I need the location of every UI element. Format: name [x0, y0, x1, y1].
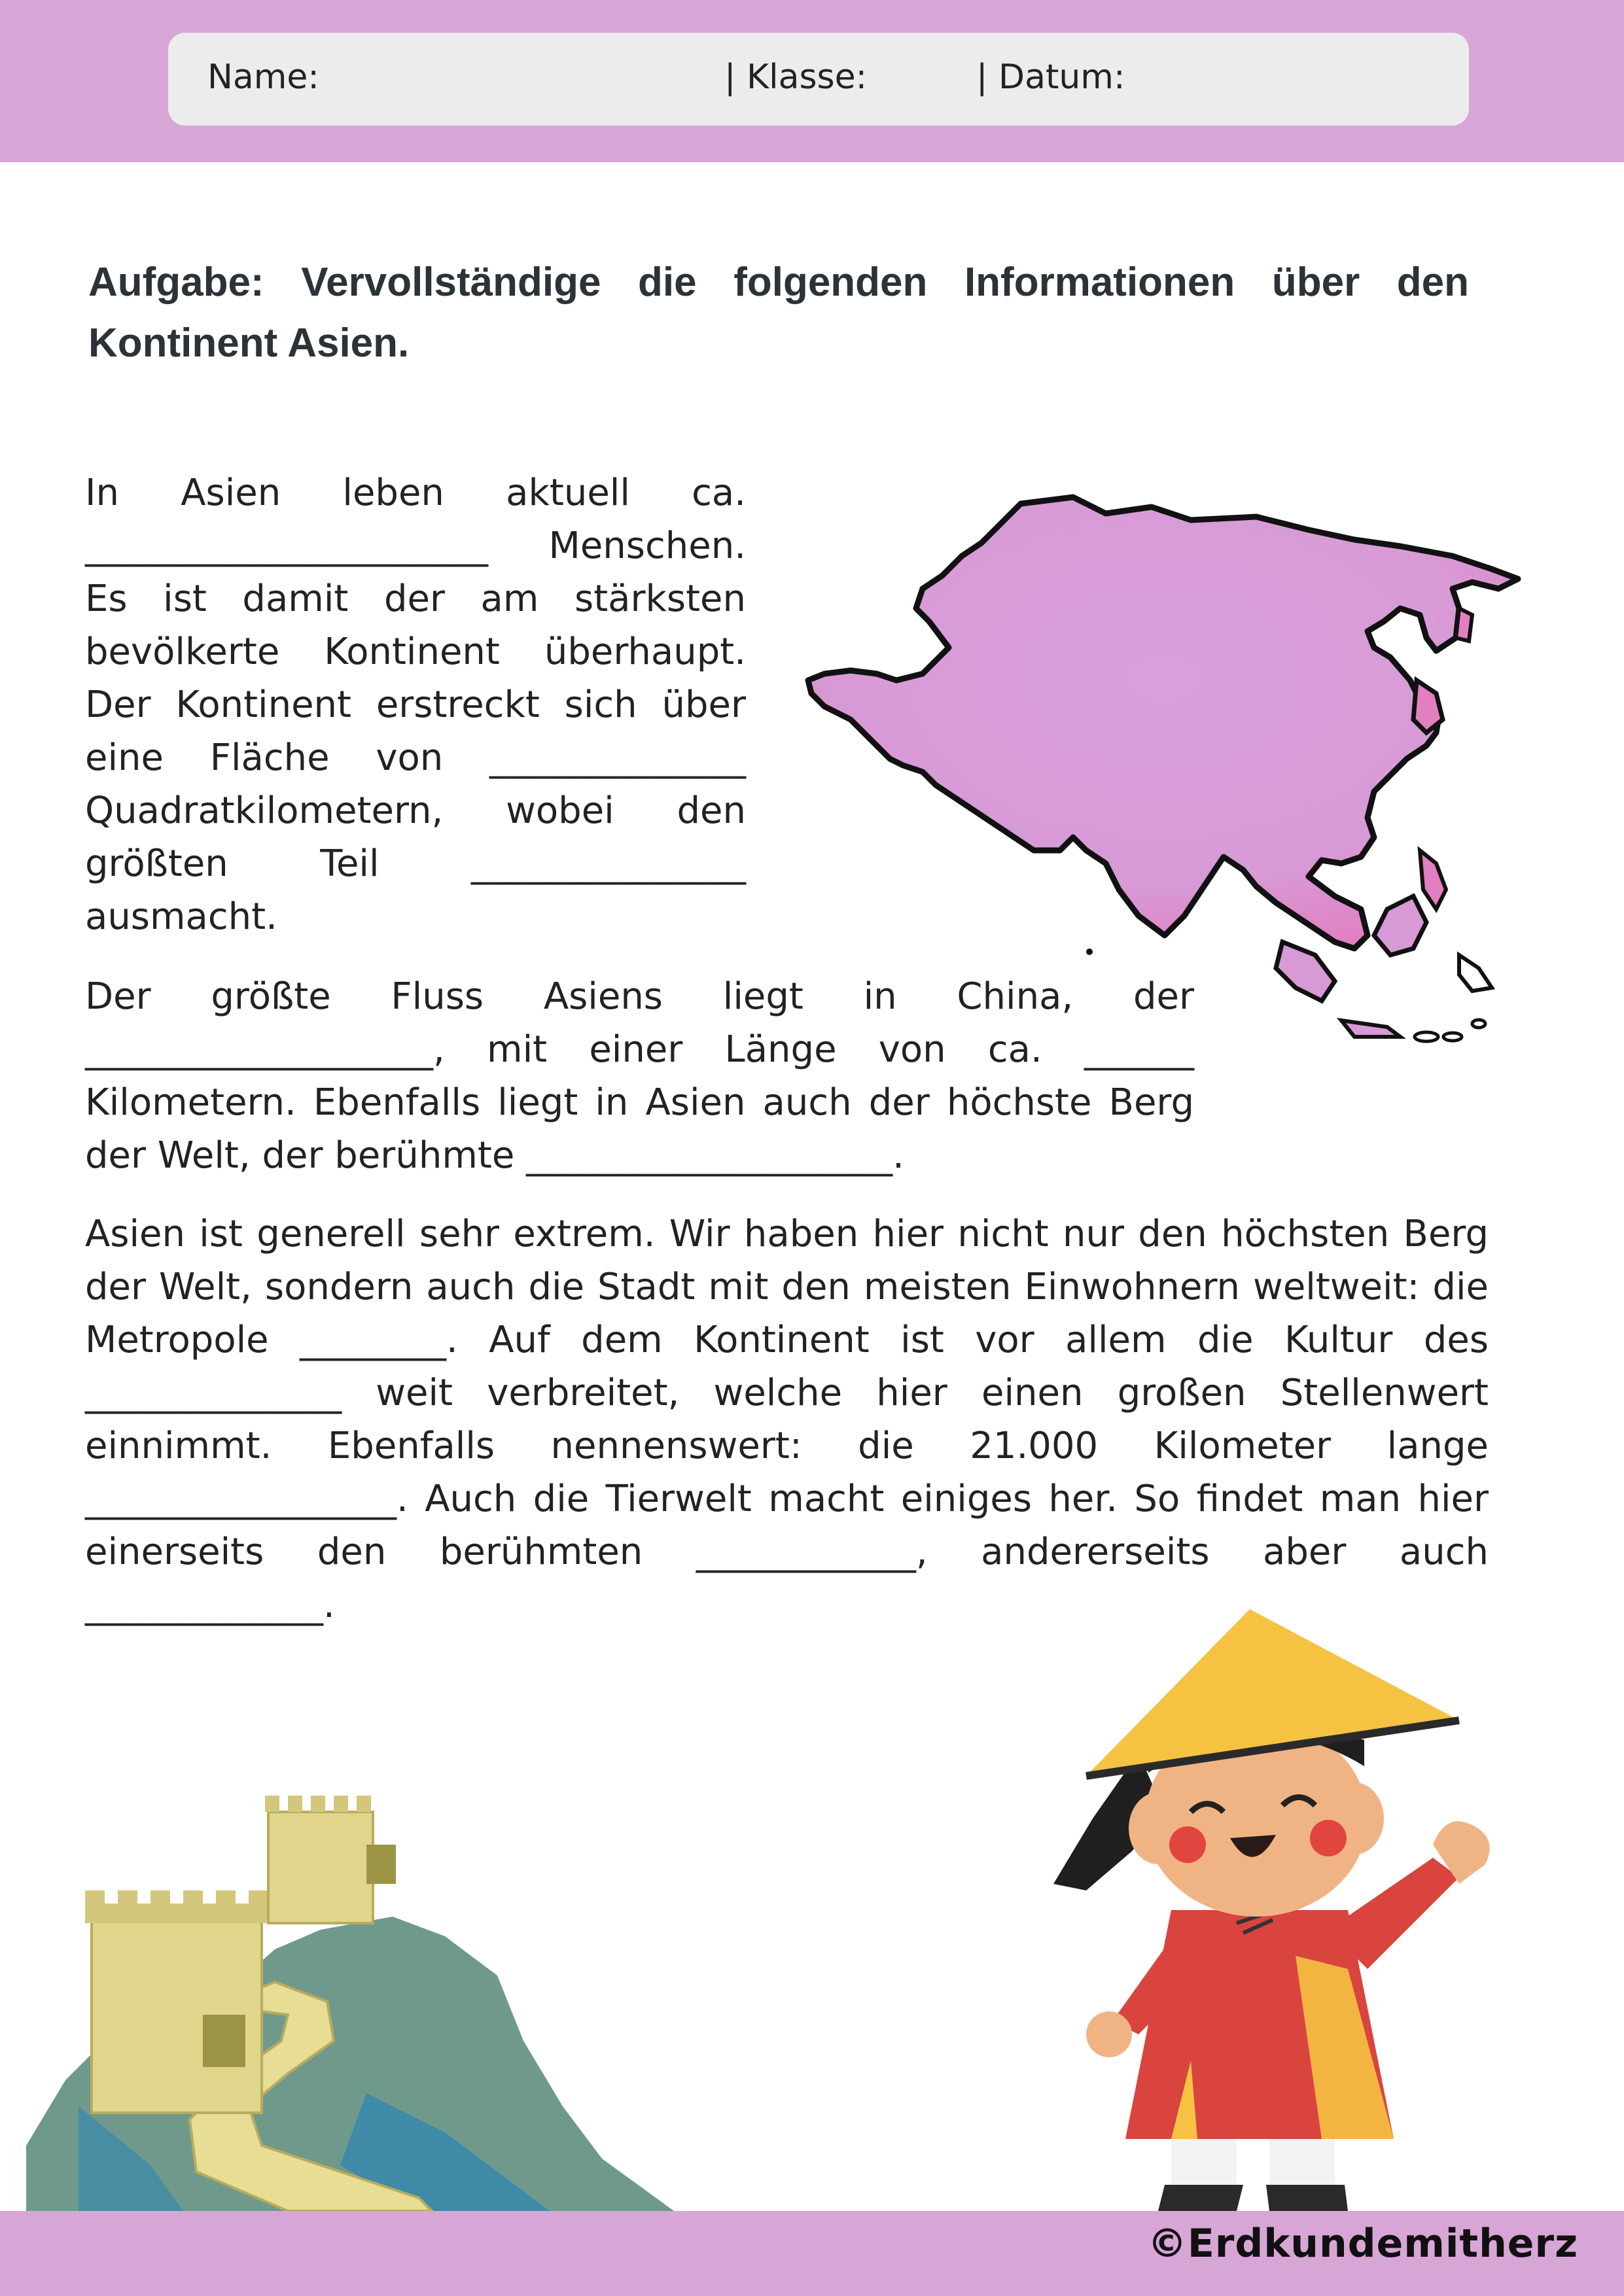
- paragraph-extremes: Asien ist generell sehr extrem. Wir haben hier nicht nur den höchsten Berg der Welt, sondern auch die Stadt mit den meisten Einwohnern weltweit: die Metropole ________. Auf dem Kontinent ist vor allem die Kultur des ______________ weit verbreitet, welche hier einen großen Stellenwert einnimmt. Ebenfalls nennenswert: die 21.000 Kilometer lange _________________. Auch die Tierwelt macht einiges her. So findet man hier einerseits den berühmten ____________, andererseits aber auch _____________.: [85, 1213, 1489, 1626]
- name-label: Name:: [207, 58, 319, 97]
- class-label: | Klasse:: [724, 58, 868, 97]
- girl-illustration: [1040, 1603, 1538, 2211]
- name-bar: [168, 33, 1469, 126]
- copyright: ©Erdkundemitherz: [1147, 2221, 1578, 2267]
- great-wall-illustration: [26, 1766, 680, 2211]
- date-label: | Datum:: [976, 58, 1125, 97]
- asia-map: [798, 484, 1531, 1060]
- paragraph-population: In Asien leben aktuell ca. ______________________ Menschen. Es ist damit der am stärksten bevölkerte Kontinent überhaupt. Der Kontinent erstreckt sich über eine Fläche von ______________ Quadratkilometern, wobei den größten Teil _______________ ausmacht.: [85, 472, 746, 938]
- paragraph-river: Der größte Fluss Asiens liegt in China, der ___________________, mit einer Länge von ca. ______ Kilometern. Ebenfalls liegt in Asien auch der höchste Berg der Welt, der berühmte ____________________.: [85, 975, 1194, 1177]
- task-heading: Aufgabe: Vervollständige die folgenden Informationen über den Kontinent Asien.: [88, 260, 1469, 366]
